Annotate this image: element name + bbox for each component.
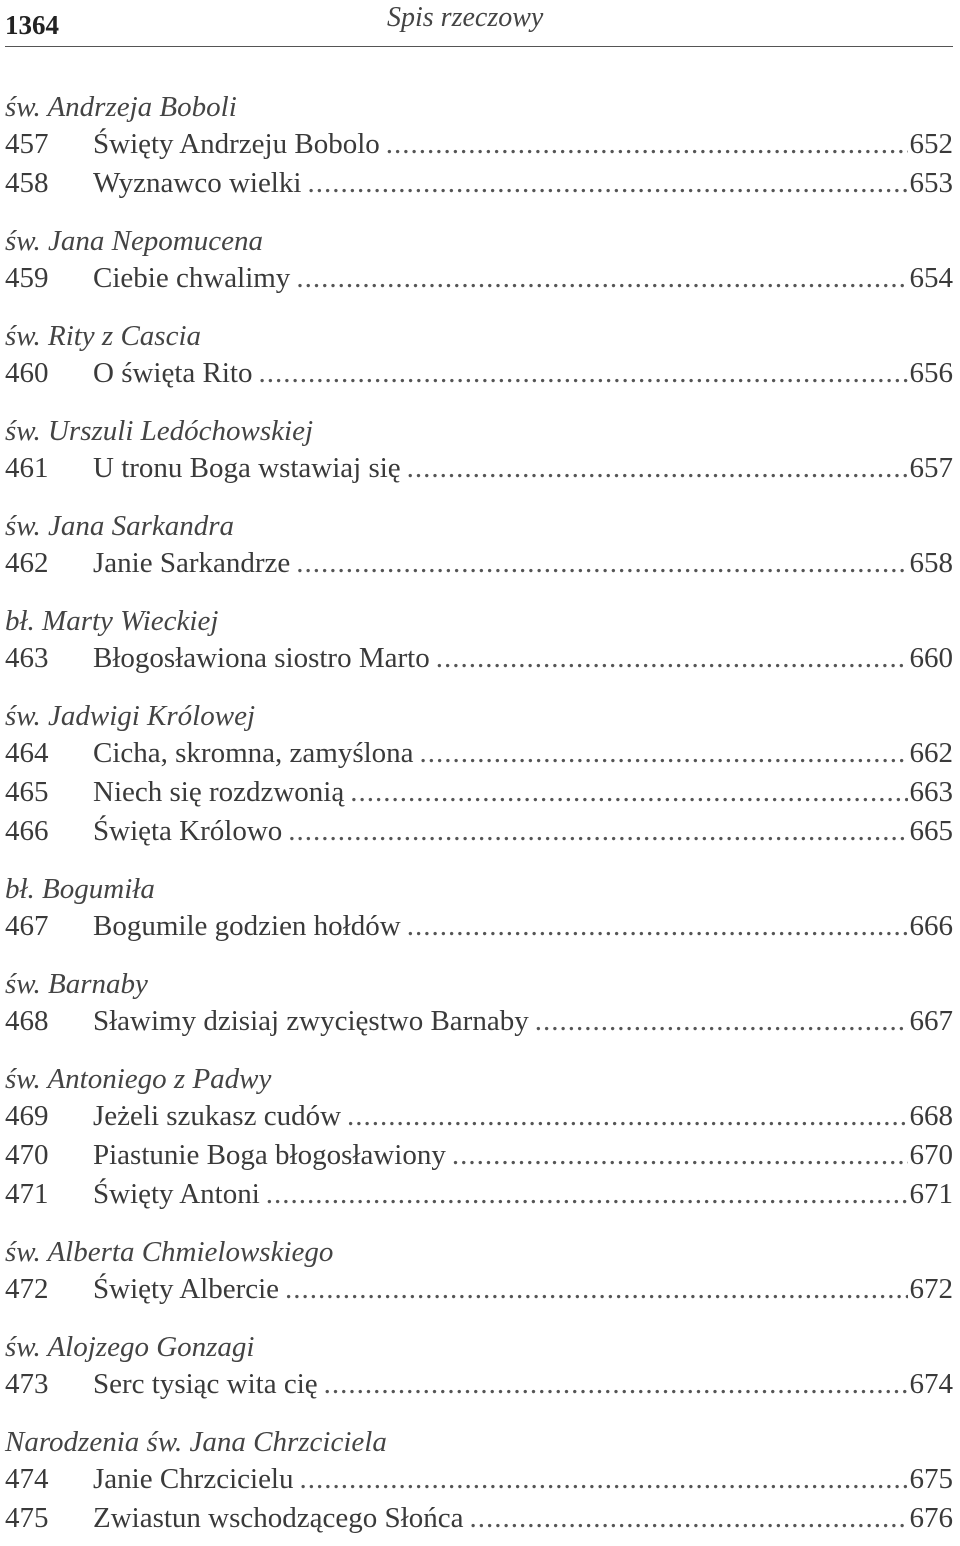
dot-leader bbox=[307, 164, 907, 203]
page-reference: 657 bbox=[909, 452, 953, 484]
song-title: Święta Królowo bbox=[93, 815, 283, 847]
page-reference: 665 bbox=[909, 815, 953, 847]
page-reference: 658 bbox=[909, 547, 953, 579]
song-number: 475 bbox=[5, 1502, 49, 1534]
index-entry bbox=[5, 1270, 953, 1309]
dot-leader bbox=[350, 773, 907, 812]
index-entry bbox=[5, 639, 953, 678]
saint-heading: św. Rity z Cascia bbox=[5, 320, 202, 352]
saint-heading: św. Antoniego z Padwy bbox=[5, 1063, 272, 1095]
song-title: Błogosławiona siostro Marto bbox=[93, 642, 430, 674]
dot-leader bbox=[452, 1136, 908, 1175]
page-reference: 667 bbox=[909, 1005, 953, 1037]
song-title: Bogumile godzien hołdów bbox=[93, 910, 401, 942]
song-title: Święty Antoni bbox=[93, 1178, 260, 1210]
song-number: 474 bbox=[5, 1463, 49, 1495]
page-reference: 676 bbox=[909, 1502, 953, 1534]
page-reference: 666 bbox=[909, 910, 953, 942]
song-number: 467 bbox=[5, 910, 49, 942]
saint-heading: św. Urszuli Ledóchowskiej bbox=[5, 415, 313, 447]
song-number: 465 bbox=[5, 776, 49, 808]
song-number: 461 bbox=[5, 452, 49, 484]
song-title: Ciebie chwalimy bbox=[93, 262, 291, 294]
page-reference: 652 bbox=[909, 128, 953, 160]
dot-leader bbox=[386, 125, 908, 164]
index-entry bbox=[5, 773, 953, 812]
dot-leader bbox=[259, 354, 908, 393]
song-title: Serc tysiąc wita cię bbox=[93, 1368, 318, 1400]
saint-heading: św. Jana Sarkandra bbox=[5, 510, 235, 542]
dot-leader bbox=[407, 449, 908, 488]
song-number: 472 bbox=[5, 1273, 49, 1305]
index-entry bbox=[5, 1136, 953, 1175]
page-reference: 656 bbox=[909, 357, 953, 389]
index-entry bbox=[5, 1175, 953, 1214]
song-number: 457 bbox=[5, 128, 49, 160]
page-reference: 662 bbox=[909, 737, 953, 769]
page-reference: 653 bbox=[909, 167, 953, 199]
song-number: 458 bbox=[5, 167, 49, 199]
dot-leader bbox=[324, 1365, 908, 1404]
saint-heading: św. Alberta Chmielowskiego bbox=[5, 1236, 334, 1268]
song-title: Piastunie Boga błogosławiony bbox=[93, 1139, 446, 1171]
dot-leader bbox=[266, 1175, 908, 1214]
index-entry bbox=[5, 354, 953, 393]
saint-heading: św. Barnaby bbox=[5, 968, 148, 1000]
index-entry bbox=[5, 544, 953, 583]
song-number: 463 bbox=[5, 642, 49, 674]
dot-leader bbox=[420, 734, 908, 773]
saint-heading: bł. Marty Wieckiej bbox=[5, 605, 219, 637]
page-reference: 674 bbox=[909, 1368, 953, 1400]
index-entry bbox=[5, 1002, 953, 1041]
song-number: 462 bbox=[5, 547, 49, 579]
page-reference: 660 bbox=[909, 642, 953, 674]
saint-heading: św. Andrzeja Boboli bbox=[5, 91, 237, 123]
saint-heading: św. Alojzego Gonzagi bbox=[5, 1331, 255, 1363]
song-number: 464 bbox=[5, 737, 49, 769]
index-entry bbox=[5, 449, 953, 488]
index-entry bbox=[5, 125, 953, 164]
dot-leader bbox=[407, 907, 908, 946]
song-title: Święty Andrzeju Bobolo bbox=[93, 128, 380, 160]
song-number: 471 bbox=[5, 1178, 49, 1210]
song-number: 468 bbox=[5, 1005, 49, 1037]
song-title: Zwiastun wschodzącego Słońca bbox=[93, 1502, 464, 1534]
saint-heading: Narodzenia św. Jana Chrzciciela bbox=[5, 1426, 387, 1458]
song-title: Niech się rozdzwonią bbox=[93, 776, 345, 808]
song-title: O święta Rito bbox=[93, 357, 253, 389]
song-number: 459 bbox=[5, 262, 49, 294]
index-entry bbox=[5, 907, 953, 946]
index-entry bbox=[5, 812, 953, 851]
dot-leader bbox=[535, 1002, 908, 1041]
dot-leader bbox=[288, 812, 907, 851]
index-entry bbox=[5, 164, 953, 203]
page-reference: 654 bbox=[909, 262, 953, 294]
index-entry bbox=[5, 1365, 953, 1404]
page-reference: 668 bbox=[909, 1100, 953, 1132]
subject-index-list bbox=[5, 89, 953, 1538]
dot-leader bbox=[296, 544, 907, 583]
saint-heading: św. Jadwigi Królowej bbox=[5, 700, 256, 732]
page-header bbox=[5, 0, 953, 47]
song-title: Jeżeli szukasz cudów bbox=[93, 1100, 342, 1132]
song-number: 473 bbox=[5, 1368, 49, 1400]
dot-leader bbox=[347, 1097, 907, 1136]
saint-heading: bł. Bogumiła bbox=[5, 873, 155, 905]
dot-leader bbox=[469, 1499, 907, 1538]
dot-leader bbox=[285, 1270, 907, 1309]
index-entry bbox=[5, 259, 953, 298]
page-reference: 671 bbox=[909, 1178, 953, 1210]
index-entry bbox=[5, 1097, 953, 1136]
song-title: U tronu Boga wstawiaj się bbox=[93, 452, 401, 484]
page-reference: 675 bbox=[909, 1463, 953, 1495]
song-title: Janie Sarkandrze bbox=[93, 547, 291, 579]
index-entry bbox=[5, 1499, 953, 1538]
song-title: Cicha, skromna, zamyślona bbox=[93, 737, 414, 769]
song-title: Święty Albercie bbox=[93, 1273, 280, 1305]
song-title: Sławimy dzisiaj zwycięstwo Barnaby bbox=[93, 1005, 529, 1037]
song-title: Wyznawco wielki bbox=[93, 167, 302, 199]
song-number: 466 bbox=[5, 815, 49, 847]
page-reference: 672 bbox=[909, 1273, 953, 1305]
song-number: 460 bbox=[5, 357, 49, 389]
index-entry bbox=[5, 1460, 953, 1499]
song-title: Janie Chrzcicielu bbox=[93, 1463, 294, 1495]
dot-leader bbox=[296, 259, 907, 298]
index-entry bbox=[5, 734, 953, 773]
dot-leader bbox=[300, 1460, 908, 1499]
running-title: Spis rzeczowy bbox=[387, 2, 544, 33]
page-reference: 670 bbox=[909, 1139, 953, 1171]
page-reference: 663 bbox=[909, 776, 953, 808]
dot-leader bbox=[436, 639, 908, 678]
song-number: 470 bbox=[5, 1139, 49, 1171]
page-number: 1364 bbox=[5, 10, 59, 40]
song-number: 469 bbox=[5, 1100, 49, 1132]
saint-heading: św. Jana Nepomucena bbox=[5, 225, 263, 257]
